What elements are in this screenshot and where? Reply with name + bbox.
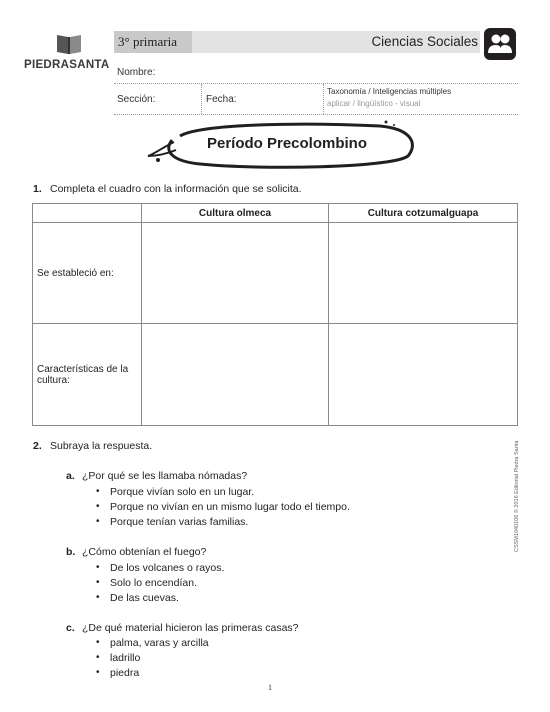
taxonomy-label: Taxonomía / Inteligencias múltiples: [327, 87, 452, 96]
row-label-line: cultura:: [37, 374, 70, 386]
bullet: •: [96, 577, 100, 588]
grade-label: 3° primaria: [114, 31, 192, 53]
table-header: Cultura cotzumalguapa: [329, 204, 518, 223]
question-text: Subraya la respuesta.: [50, 440, 153, 452]
bullet: •: [96, 486, 100, 497]
answer-cell[interactable]: [142, 223, 329, 324]
question-number: 1.: [33, 183, 42, 195]
bullet: •: [96, 592, 100, 603]
row-label: [33, 324, 142, 426]
bullet: •: [96, 562, 100, 573]
date-label: Fecha:: [206, 94, 237, 105]
answer-option[interactable]: Porque no vivían en un mismo lugar todo el tiempo.: [110, 501, 350, 513]
question-text: Completa el cuadro con la información que se solicita.: [50, 183, 302, 195]
answer-cell[interactable]: [329, 324, 518, 426]
answer-option[interactable]: De los volcanes o rayos.: [110, 562, 225, 574]
answer-cell[interactable]: [142, 324, 329, 426]
answer-option[interactable]: ladrillo: [110, 652, 141, 664]
bullet: •: [96, 516, 100, 527]
answer-cell[interactable]: [329, 223, 518, 324]
question-number: 2.: [33, 440, 42, 452]
item-question: ¿De qué material hicieron las primeras casas?: [82, 622, 299, 634]
row-label-line: Características de la: [37, 363, 129, 375]
row-label: Se estableció en:: [33, 223, 142, 324]
bullet: •: [96, 501, 100, 512]
table-header-empty: [33, 204, 142, 223]
bullet: •: [96, 667, 100, 678]
publisher-logo: PIEDRASANTA: [24, 59, 110, 71]
name-line: [114, 83, 518, 84]
item-question: ¿Por qué se les llamaba nómadas?: [82, 470, 248, 482]
book-icon: [56, 33, 82, 55]
table-header: Cultura olmeca: [142, 204, 329, 223]
people-icon: [484, 28, 516, 60]
section-label: Sección:: [117, 94, 156, 105]
divider: [323, 84, 324, 114]
page-title: Período Precolombino: [206, 135, 368, 152]
section-line: [114, 114, 518, 115]
info-table: [32, 203, 518, 426]
answer-option[interactable]: Porque tenían varias familias.: [110, 516, 249, 528]
bullet: •: [96, 652, 100, 663]
item-letter: a.: [66, 470, 75, 482]
page-number: 1: [268, 683, 272, 692]
item-letter: b.: [66, 546, 76, 558]
answer-option[interactable]: palma, varas y arcilla: [110, 637, 209, 649]
item-question: ¿Cómo obtenían el fuego?: [82, 546, 207, 558]
name-label: Nombre:: [117, 67, 156, 78]
copyright-note: CSSM1040106 © 2016 Editorial Piedra Santa: [514, 440, 520, 552]
answer-option[interactable]: Porque vivían solo en un lugar.: [110, 486, 255, 498]
answer-option[interactable]: Solo lo encendían.: [110, 577, 197, 589]
taxonomy-values: aplicar / lingüístico - visual: [327, 99, 421, 108]
answer-option[interactable]: piedra: [110, 667, 140, 679]
divider: [201, 84, 202, 114]
answer-option[interactable]: De las cuevas.: [110, 592, 179, 604]
bullet: •: [96, 637, 100, 648]
subject-title: Ciencias Sociales: [371, 34, 478, 49]
item-letter: c.: [66, 622, 75, 634]
